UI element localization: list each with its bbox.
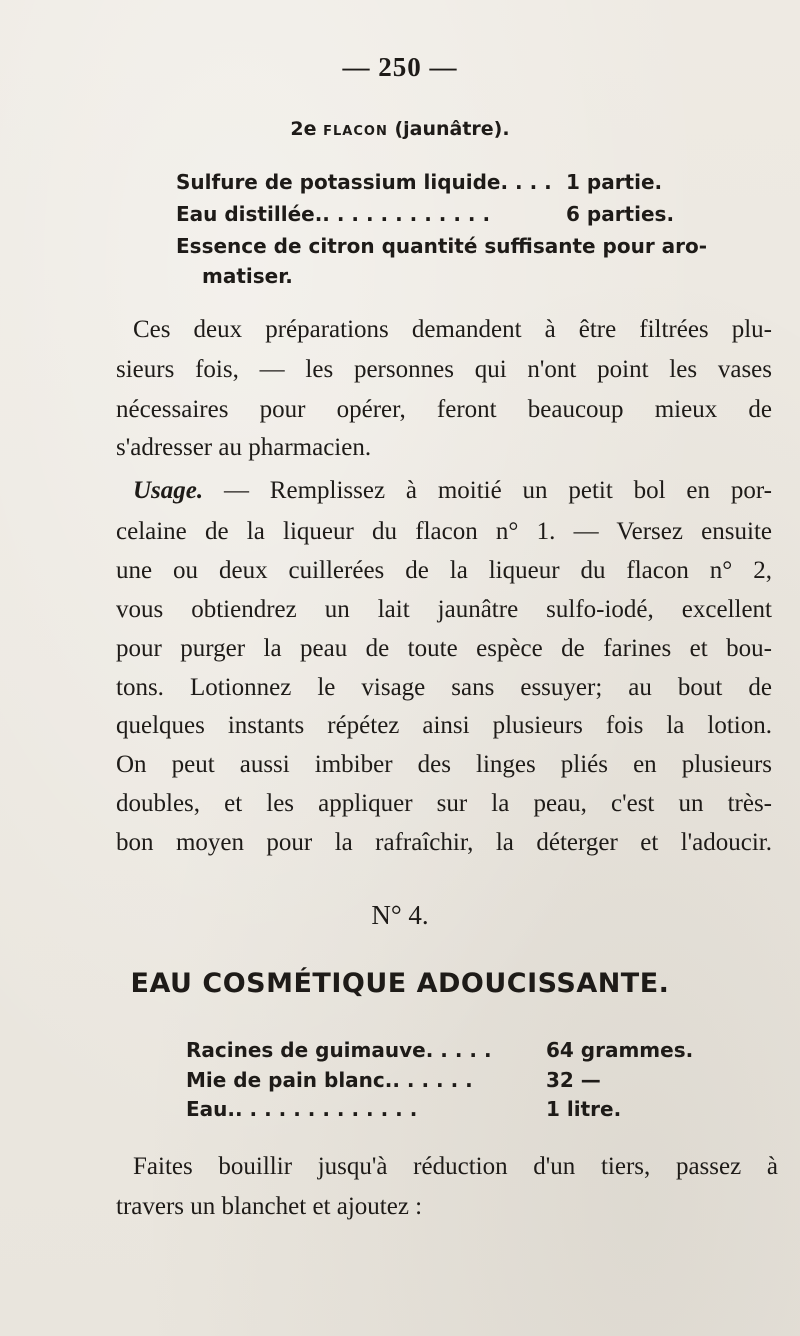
paragraph-line: Ces deux préparations demandent à être filtrées plu- [133, 316, 772, 343]
usage-line: pour purger la peau de toute espèce de farines et bou- [116, 635, 772, 662]
usage-line: une ou deux cuillerées de la liqueur du flacon n° 2, [116, 557, 772, 584]
recipe-quantity: 1 partie. [566, 170, 663, 194]
flacon-label: FLACON [323, 124, 388, 139]
recipe-ingredient: Sulfure de potassium liquide. . . . [176, 170, 552, 194]
ingredient-quantity: 1 litre. [546, 1097, 622, 1121]
usage-first-line-text: — Remplissez à moitié un petit bol en por- [203, 477, 772, 504]
page-number: — 250 — [342, 52, 458, 82]
ingredient-line [186, 1068, 601, 1092]
paragraph-line: sieurs fois, — les personnes qui n'ont point les vases [116, 356, 772, 383]
usage-line: quelques instants répétez ainsi plusieurs fois la lotion. [116, 712, 772, 739]
usage-first-line [133, 477, 772, 505]
usage-line: On peut aussi imbiber des linges pliés en plusieurs [116, 751, 772, 778]
recipe-line [176, 202, 675, 226]
usage-line: tons. Lotionnez le visage sans essuyer; au bout de [116, 674, 772, 701]
ingredient-name: Eau.. . . . . . . . . . . . . [186, 1097, 418, 1121]
paragraph-line: travers un blanchet et ajoutez : [116, 1193, 423, 1220]
recipe-quantity: 6 parties. [566, 202, 675, 226]
flacon-description: (jaunâtre). [394, 118, 510, 140]
ingredient-line [186, 1097, 622, 1121]
essence-line: matiser. [202, 264, 293, 288]
section-number: N° 4. [371, 900, 429, 930]
flacon-ordinal: 2e [290, 118, 317, 140]
recipe-line [176, 170, 663, 194]
essence-line: Essence de citron quantité suffisante pour aro- [176, 234, 708, 258]
ingredient-name: Racines de guimauve. . . . . [186, 1038, 492, 1062]
paragraph-line: Faites bouillir jusqu'à réduction d'un tiers, passez à [133, 1153, 778, 1180]
ingredient-quantity: 64 grammes. [546, 1038, 694, 1062]
paragraph-line: nécessaires pour opérer, feront beaucoup mieux de [116, 396, 772, 423]
paragraph-line: s'adresser au pharmacien. [116, 434, 372, 461]
ingredient-quantity: 32 — [546, 1068, 601, 1092]
ingredient-line [186, 1038, 694, 1062]
usage-label: Usage. [133, 477, 204, 504]
usage-line: bon moyen pour la rafraîchir, la déterger et l'adoucir. [116, 829, 772, 856]
flacon-heading [0, 118, 800, 140]
ingredient-name: Mie de pain blanc.. . . . . . [186, 1068, 473, 1092]
usage-line: doubles, et les appliquer sur la peau, c'est un très- [116, 790, 772, 817]
usage-line: celaine de la liqueur du flacon n° 1. — Versez ensuite [116, 518, 772, 545]
section-title: EAU COSMÉTIQUE ADOUCISSANTE. [130, 968, 670, 999]
usage-line: vous obtiendrez un lait jaunâtre sulfo-iodé, excellent [116, 596, 772, 623]
recipe-ingredient: Eau distillée.. . . . . . . . . . . . [176, 202, 491, 226]
